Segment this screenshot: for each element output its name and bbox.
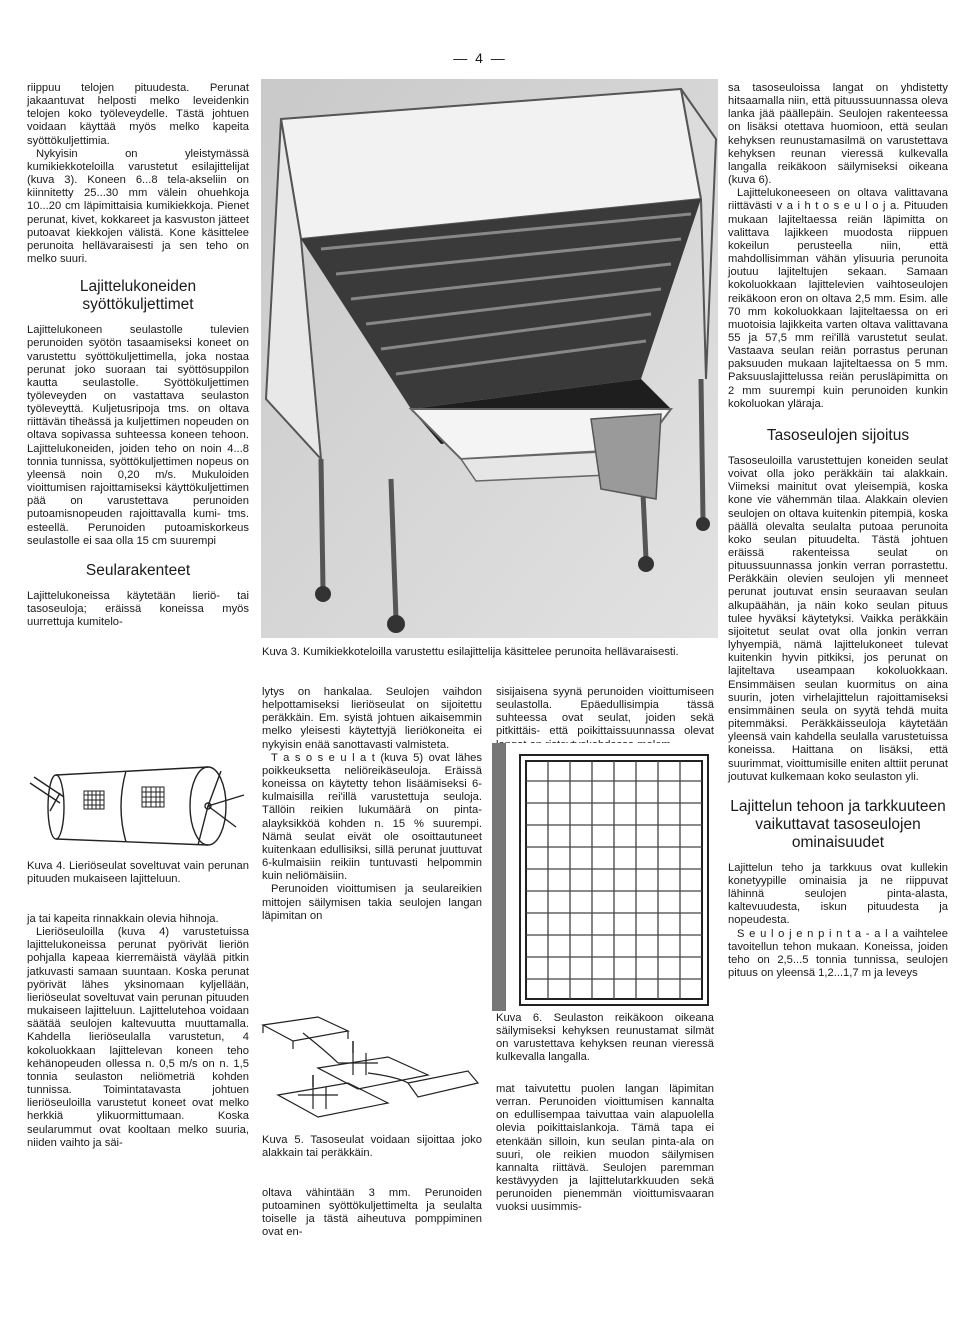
figure-3-potato-grader-photo [261,79,718,638]
paragraph: oltava vähintään 3 mm. Perunoiden putoaminen syöttökuljettimelta ja seulalta toiselle ja tästä aiheutuva pomppiminen ovat en- [262,1187,482,1239]
figure-6-caption [496,1012,714,1065]
column-2 [262,686,482,923]
paragraph: Tasoseuloilla varustettujen koneiden seulat voivat olla joko peräkkäin tai alakkain. Viimeksi mainitut ovat yleisempiä, koska kone vie vähemmän tilaa. Alakkain olevien seulojen on oltava kuitenkin pitempiä, koska päällä olevalta seulalta putoaa perunoita koko seulan pituudelta. Tästä johtuen eräissä rakenteissa seulat on pituussuunnassa jonkin verran porrastettu. Peräkkäin olevien seulojen yli menneet perunat joutuvat ensin seuraavan seulan alkupäähän, ja näin koko seulan pituus tulee hyväksi käytetyksi. Vaikka peräkkäin sijoitetut seulat ovat olla jonkin verran lyhyempiä, nämä lajittelukoneet tulevat kuitenkin hyvin pitkiksi, jos perunat on lajiteltava useampaan kokoluokkaan. Ensimmäisen seulan kuormitus on aina suurin, joten virhelajittelun rajoittamiseksi ensimmäinen seula on syytä tehdä muita pitemmäksi. Peräkkäisseuloja käytetään yleensä vain kahdella seulalla varustetuissa koneissa. Haittana on lisäksi, että suurimmat, vioittumisille eniten alttiit perunat joutuvat kulkemaan koko seulaston yli. [728,454,948,783]
paragraph: ja tai kapeita rinnakkain olevia hihnoja. [27,913,219,925]
paragraph: lytys on hankalaa. Seulojen vaihdon helpottamiseksi lieriöseulat on sijoitettu peräkkäin. Em. syistä johtuen aikaisemmin melko yleisesti käytettyjä lieriökoneita ei nykyisin enää sanottavasti valmisteta. [262,686,482,751]
column-1 [27,82,249,629]
paragraph: Perunoiden vioittumisen ja seulareikien mittojen säilymisen takia seulojen langan läpimitan on [262,883,482,922]
paragraph: Lajittelukoneissa käytetään lieriö- tai tasoseuloja; eräissä koneissa myös uurrettuja kumitelo- [27,589,249,629]
column-1-bottom [27,913,249,1150]
figure-4-caption [27,860,249,886]
column-3 [496,686,714,752]
figure-6-screen-mesh [492,743,714,1011]
column-4 [728,82,948,980]
paragraph: Lajittelukoneen seulastolle tulevien perunoiden syötön tasaamiseksi koneet on varustettu syöttökuljettimella, joka nostaa perunat joko suoraan tai syöttösuppilon kautta seulastolle. Syöttökuljettimen työleveyden on vastattava seulaston työleveyttä. Kuljetusripoja tms. on oltava riittävän tiheässä ja kuljettimen nopeuden on oltava sopivassa suhteessa koneen tehoon. Lajittelukoneiden, joiden teho on noin 4...8 tonnia tunnissa, syöttökuljettimen nopeus on yleensä noin 0,20 m/s. Mukuloiden vioittumisen rajoittamiseksi käyttökuljettimen pää on varustettava perunoiden putoamisnopeuden rajoittavalla kumi- tms. esteellä. Perunoiden putoamiskorkeus seulastolle ei saa olla 15 cm suurempi [27,324,249,547]
paragraph: Lajittelun teho ja tarkkuus ovat kullekin konetyypille ominaisia ja ne riippuvat lähinnä seulojen pinta-alasta, kaltevuudesta, iskun pituudesta ja nopeudesta. [728,861,948,927]
flat-screens-drawing [258,1013,482,1129]
paragraph: mat taivutettu puolen langan läpimitan verran. Perunoiden vioittumisen kannalta on edullisempaa taivuttaa vain alapuolella olevia poikittaislankoja. Tämä tapa ei etenkään silloin, kun seulan pinta-ala on suuri, ole reikien muodon säilymisen kannalta riittävä. Seulojen paremman kestävyyden ja lajittelutarkkuuden sekä perunoiden pienemmän vioittumisvaaran vuoksi uusimmis- [496,1083,714,1214]
figure-3-caption [262,646,716,659]
paragraph: Lieriöseuloilla (kuva 4) varustetuissa lajittelukoneissa perunat pyörivät lieriön pohjalla kapeaa kierremäistä väylää pitkin jatkuvasti samaan suuntaan. Koska perunat pyörivät lähes yksinomaan kyljellään, lieriöseulat soveltuvat vain perunan pituuden mukaiseen lajitteluun. Lajittelutehoa voidaan säätää seulojen kaltevuutta muuttamalla. Kahdella lieriöseulalla varustetun, 4 kokoluokkaan lajittelevan koneen teho kehänopeuden ollessa n. 0,5 m/s on n. 1,5 tonnia seulaston neliömetriä kohden tunnissa. Toimintatavasta johtuen lieriöseuloilla varustetut koneet ovat melko herkkiä ylikuormittumaan. Koska seularummut ovat kooltaan melko suuria, niiden vaihto ja säi- [27,926,249,1149]
figure-4-cylinder-screen [26,753,251,856]
column-2-bottom [262,1187,482,1240]
paragraph: sa tasoseuloissa langat on yhdistetty hitsaamalla niin, että pituussuunnassa oleva lanka jää päällepäin. Seulojen rakenteessa on lisäksi otettava huomioon, että seulan kehyksen reunustamasilmä on varustettava kehyksen reunan vieressä kulkevalla langalla reikäkoon säilymiseksi oikeana (kuva 6). [728,82,948,187]
cylinder-screen-drawing [26,753,251,856]
caption-text: Kuva 6. Seulaston reikäkoon oikeana säilymiseksi kehyksen reunustamat silmät on varustettava kehyksen reunan vieressä kulkevalla langalla. [496,1012,714,1064]
column-3-bottom [496,1083,714,1215]
paragraph: S e u l o j e n p i n t a - a l a vaihtelee tavoitellun tehon mukaan. Koneissa, joiden teho on 2,5...5 tonnia tunnissa, seulojen pituus on yleensä 1,2...1,7 m ja leveys [728,927,948,980]
section-heading: Seularakenteet [85,561,191,579]
screen-mesh-drawing [492,743,714,1011]
paragraph: Nykyisin on yleistymässä kumikiekkoteloilla varustetut esilajittelijat (kuva 3). Koneen 6...8 tela-akseliin on kiinnitetty 25...30 mm välein ohuehkoja 10...20 cm läpimittaisia kumikiekkoja. Pienet perunat, kivet, kokkareet ja kasvuston jätteet putoavat kiekkojen välistä. Kone käsittelee perunoita hellävaraisesti ja sen teho on melko suuri. [27,147,249,266]
paragraph: T a s o s e u l a t (kuva 5) ovat lähes poikkeuksetta neliöreikäseuloja. Eräissä koneissa on käytetty tehon lisäämiseksi 6-kulmaisilla rei'illä varustettuja seuloja. Tällöin reikien lukumäärä on pinta-alayksikköä kohden n. 15 % suurempi. Nämä seulat eivät ole osoittautuneet kuitenkaan edullisiksi, sillä perunat juuttuvat 6-kulmaisiin reikiin tuntuvasti helpommin kuin neliömäisiin. [262,751,482,883]
paragraph: riippuu telojen pituudesta. Perunat jakaantuvat helposti melko leveidenkin telojen koko työleveydelle. Tästä johtuen voidaan käyttää myös melko kapeita syöttökuljettimia. [27,82,249,147]
caption-text: Kuva 5. Tasoseulat voidaan sijoittaa joko alakkain tai peräkkäin. [262,1134,482,1160]
page-number: — 4 — [453,50,507,66]
section-heading: Tasoseulojen sijoitus [766,426,910,444]
figure-5-caption [262,1134,482,1160]
caption-text: Kuva 4. Lieriöseulat soveltuvat vain perunan pituuden mukaiseen lajitteluun. [27,860,249,886]
section-heading: Lajittelun tehoon ja tarkkuuteen vaikuttavat tasoseulojen ominaisuudet [730,797,946,851]
grader-machine-image [261,79,718,638]
paragraph: Lajittelukoneeseen on oltava valittavana riittävästi v a i h t o s e u l o j a. Pituuden mukaan lajiteltaessa reiän läpimitta on valittava lajikkeen muodosta riippuen kokeilun perusteella niin, että mahdollisimman vähän ylisuuria perunoita joutuu lajiteltujen sekaan. Samaan kokoluokkaan lajittelevien vaihtoseulojen reikäkoon eron on oltava 2,5 mm. Esim. alle 70 mm kokoluokkaan lajiteltaessa on eri muotoisia lajikkeita varten oltava valittavana 55 ja 57,5 mm rei'illä varustetut seulat. Vastaava seulan reiän porrastus perunan paksuuden mukaan lajiteltaessa on 5 mm. Paksuuslajittelussa reiän perusläpimitta on 2 mm suurempi kuin perunoiden kunkin kokoluokan yläraja. [728,187,948,410]
section-heading: Lajittelukoneiden syöttökuljettimet [79,278,197,314]
paragraph: sisijaisena syynä perunoiden vioittumiseen seulastolla. Epäedullisimpia tässä suhteessa ovat seulat, joiden sekä pitkittäis- että poikittaissuunnassa olevat [496,686,714,738]
caption-text: Kuva 3. Kumikiekkoteloilla varustettu esilajittelija käsittelee perunoita hellävaraisesti. [262,646,679,658]
figure-5-flat-screens [258,1013,482,1129]
